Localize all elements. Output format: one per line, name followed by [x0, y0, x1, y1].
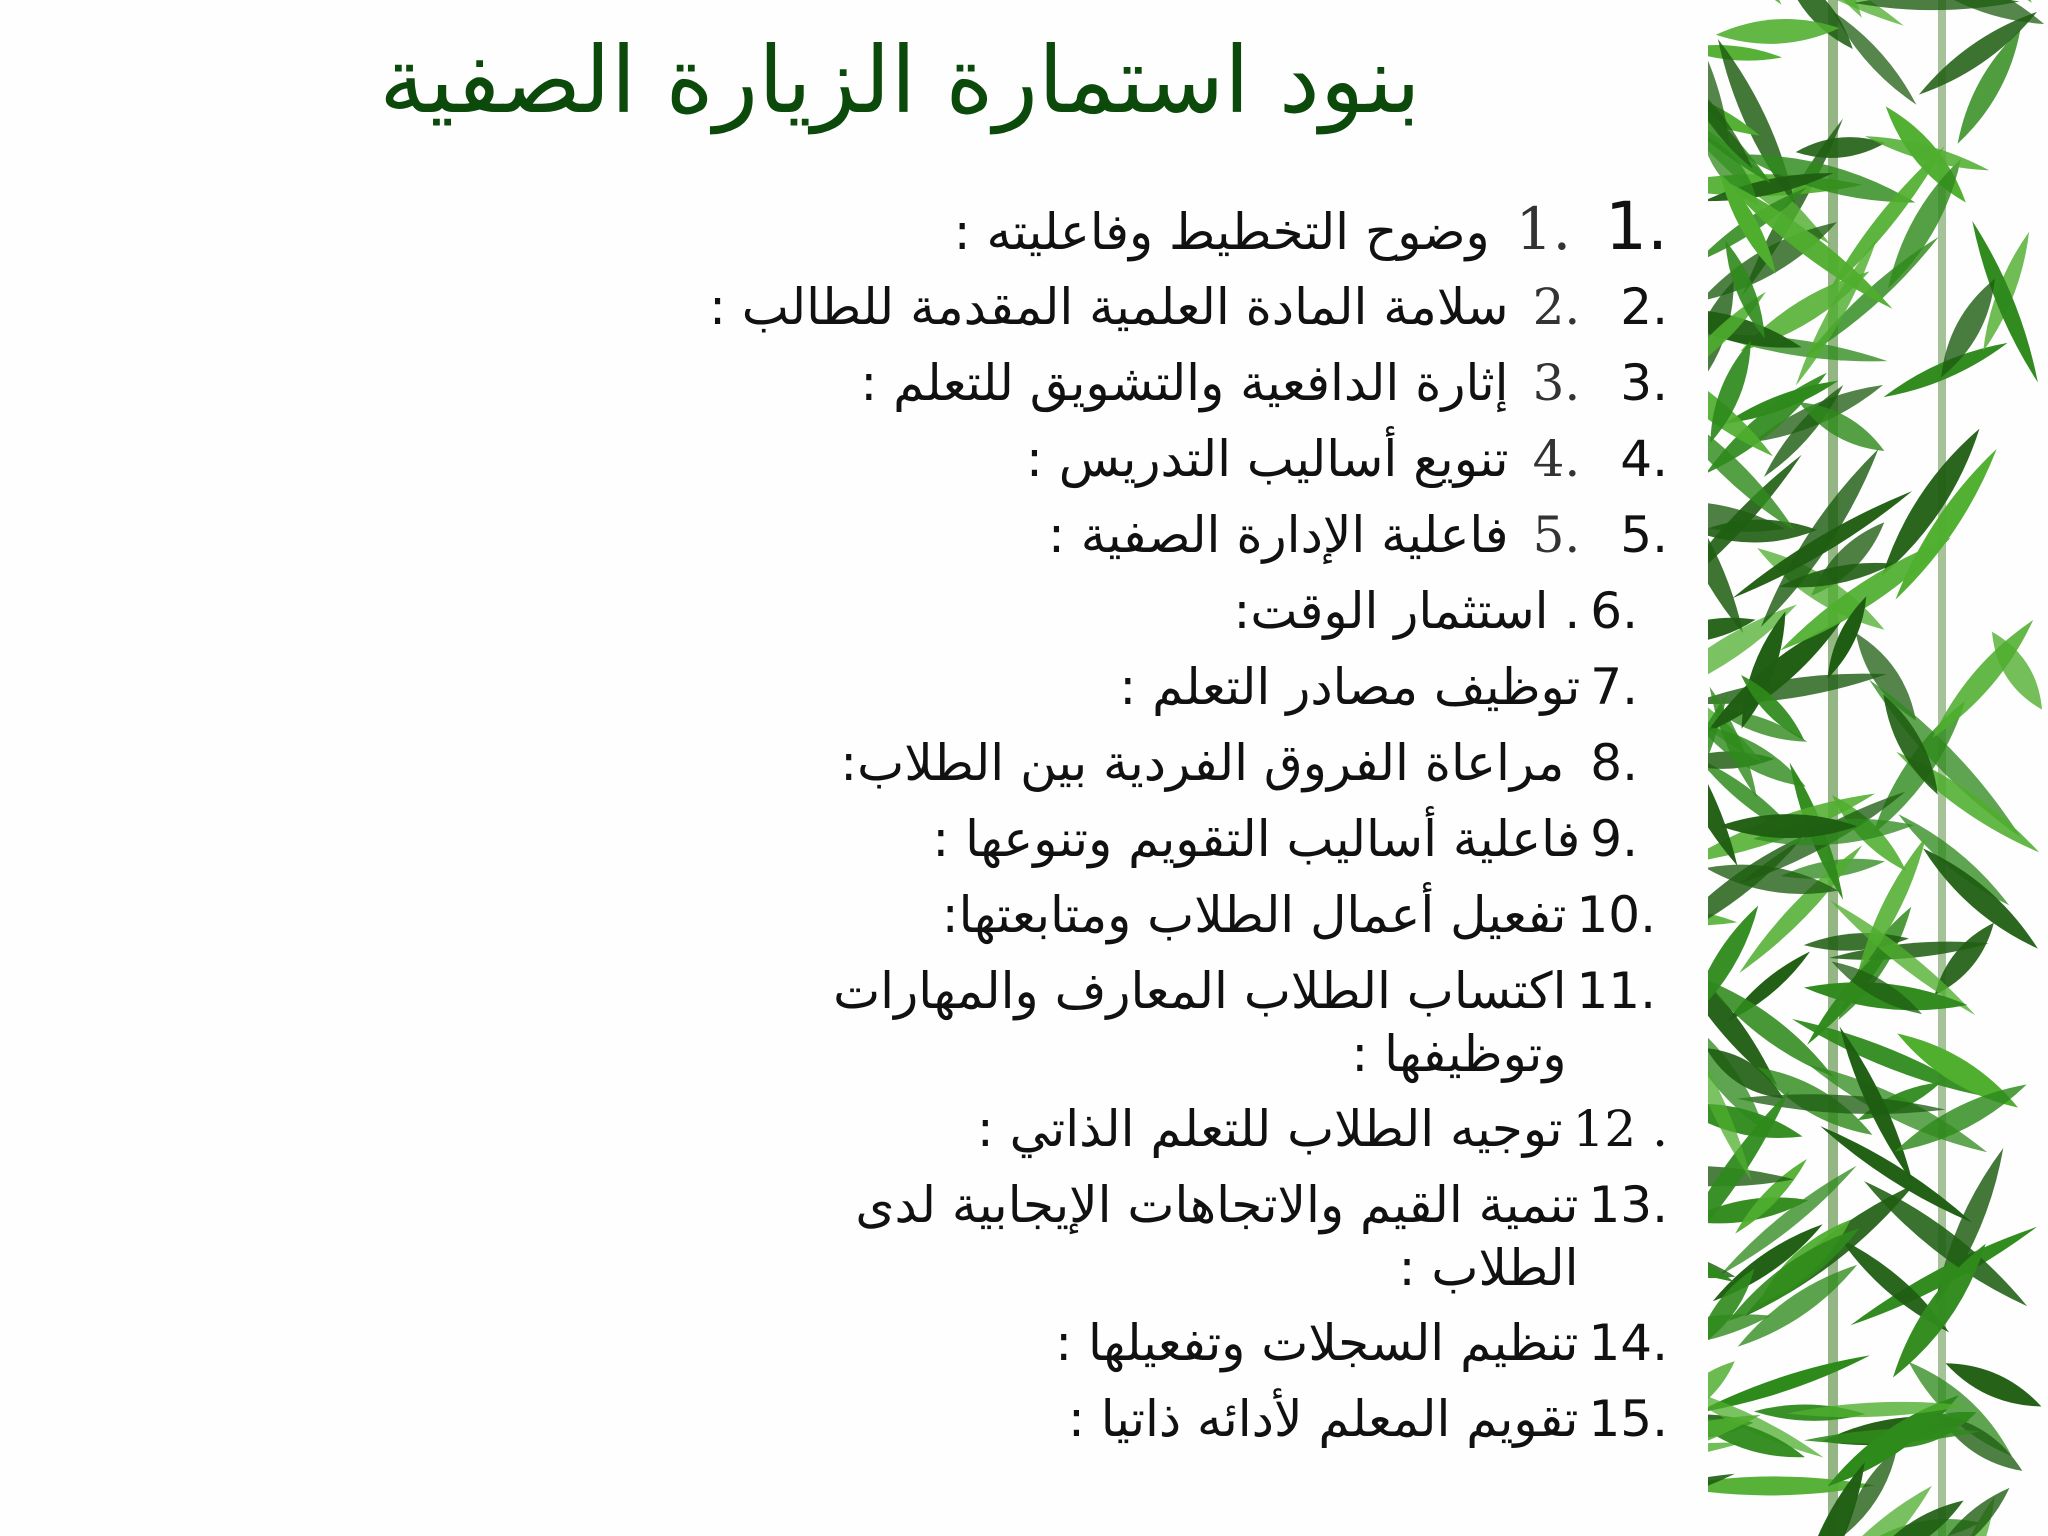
slide-title: بنود استمارة الزيارة الصفية [379, 27, 1421, 134]
item-number: 4. [1620, 430, 1668, 488]
item-text: وضوح التخطيط وفاعليته : [953, 203, 1490, 261]
item-text: توظيف مصادر التعلم : [1119, 658, 1581, 716]
bamboo-leaves-decoration [1708, 0, 2048, 1536]
list-item [786, 960, 1656, 1085]
item-text: إثارة الدافعية والتشويق للتعلم : [860, 354, 1509, 412]
item-sub-number: 1. [1515, 195, 1572, 263]
list-item [1055, 1312, 1668, 1375]
item-sub-number: 5. [1532, 506, 1581, 564]
item-number: 13. [1588, 1176, 1668, 1234]
list-item [778, 1174, 1668, 1299]
item-text: توجيه الطلاب للتعلم الذاتي : [976, 1100, 1563, 1158]
list-item [709, 276, 1668, 339]
item-text: تنمية القيم والاتجاهات الإيجابية لدى الطلاب : [855, 1176, 1579, 1297]
item-text: تنظيم السجلات وتفعيلها : [1055, 1314, 1579, 1372]
item-text: تنويع أساليب التدريس : [1025, 430, 1509, 488]
item-number: 14. [1588, 1314, 1668, 1372]
item-text: تفعيل أعمال الطلاب ومتابعتها: [941, 886, 1567, 944]
item-number: 1. [1605, 188, 1668, 265]
bamboo-leaf-cluster [1708, 0, 2048, 1536]
item-text: سلامة المادة العلمية المقدمة للطالب : [709, 278, 1509, 336]
item-text: اكتساب الطلاب المعارف والمهارات وتوظيفها : [833, 962, 1567, 1083]
item-number: 15. [1588, 1390, 1668, 1448]
list-item [1026, 428, 1668, 491]
item-number: 10. [1576, 886, 1656, 944]
item-number: 12 . [1572, 1100, 1668, 1158]
list-item [860, 352, 1668, 415]
list-item [1119, 656, 1638, 719]
list-item [977, 1098, 1668, 1161]
item-text: مراعاة الفروق الفردية بين الطلاب: [840, 734, 1565, 792]
item-number: 5. [1620, 506, 1668, 564]
bamboo-leaf-icon [1708, 1467, 1737, 1523]
bamboo-leaf-icon [1708, 0, 1791, 13]
bamboo-leaf-icon [1827, 6, 1923, 110]
item-number: 9. [1590, 810, 1638, 868]
item-text: فاعلية أساليب التقويم وتنوعها : [932, 810, 1581, 868]
list-item [932, 808, 1638, 871]
item-number: 8. [1590, 734, 1638, 792]
list-item [954, 186, 1668, 269]
item-number: 3. [1620, 354, 1668, 412]
item-text: فاعلية الإدارة الصفية : [1048, 506, 1509, 564]
item-sub-number: 2. [1532, 278, 1581, 336]
list-item [840, 732, 1638, 795]
list-item [1234, 580, 1638, 643]
list-item [942, 884, 1656, 947]
item-number: 11. [1576, 962, 1656, 1020]
item-sub-number: 4. [1532, 430, 1581, 488]
list-item [1068, 1388, 1668, 1451]
list-item [1048, 504, 1668, 567]
item-number: 2. [1620, 278, 1668, 336]
item-text: تقويم المعلم لأدائه ذاتيا : [1068, 1390, 1579, 1448]
item-sub-number: 3. [1532, 354, 1581, 412]
item-text: . استثمار الوقت: [1233, 582, 1581, 640]
item-number: 6. [1590, 582, 1638, 640]
item-number: 7. [1590, 658, 1638, 716]
